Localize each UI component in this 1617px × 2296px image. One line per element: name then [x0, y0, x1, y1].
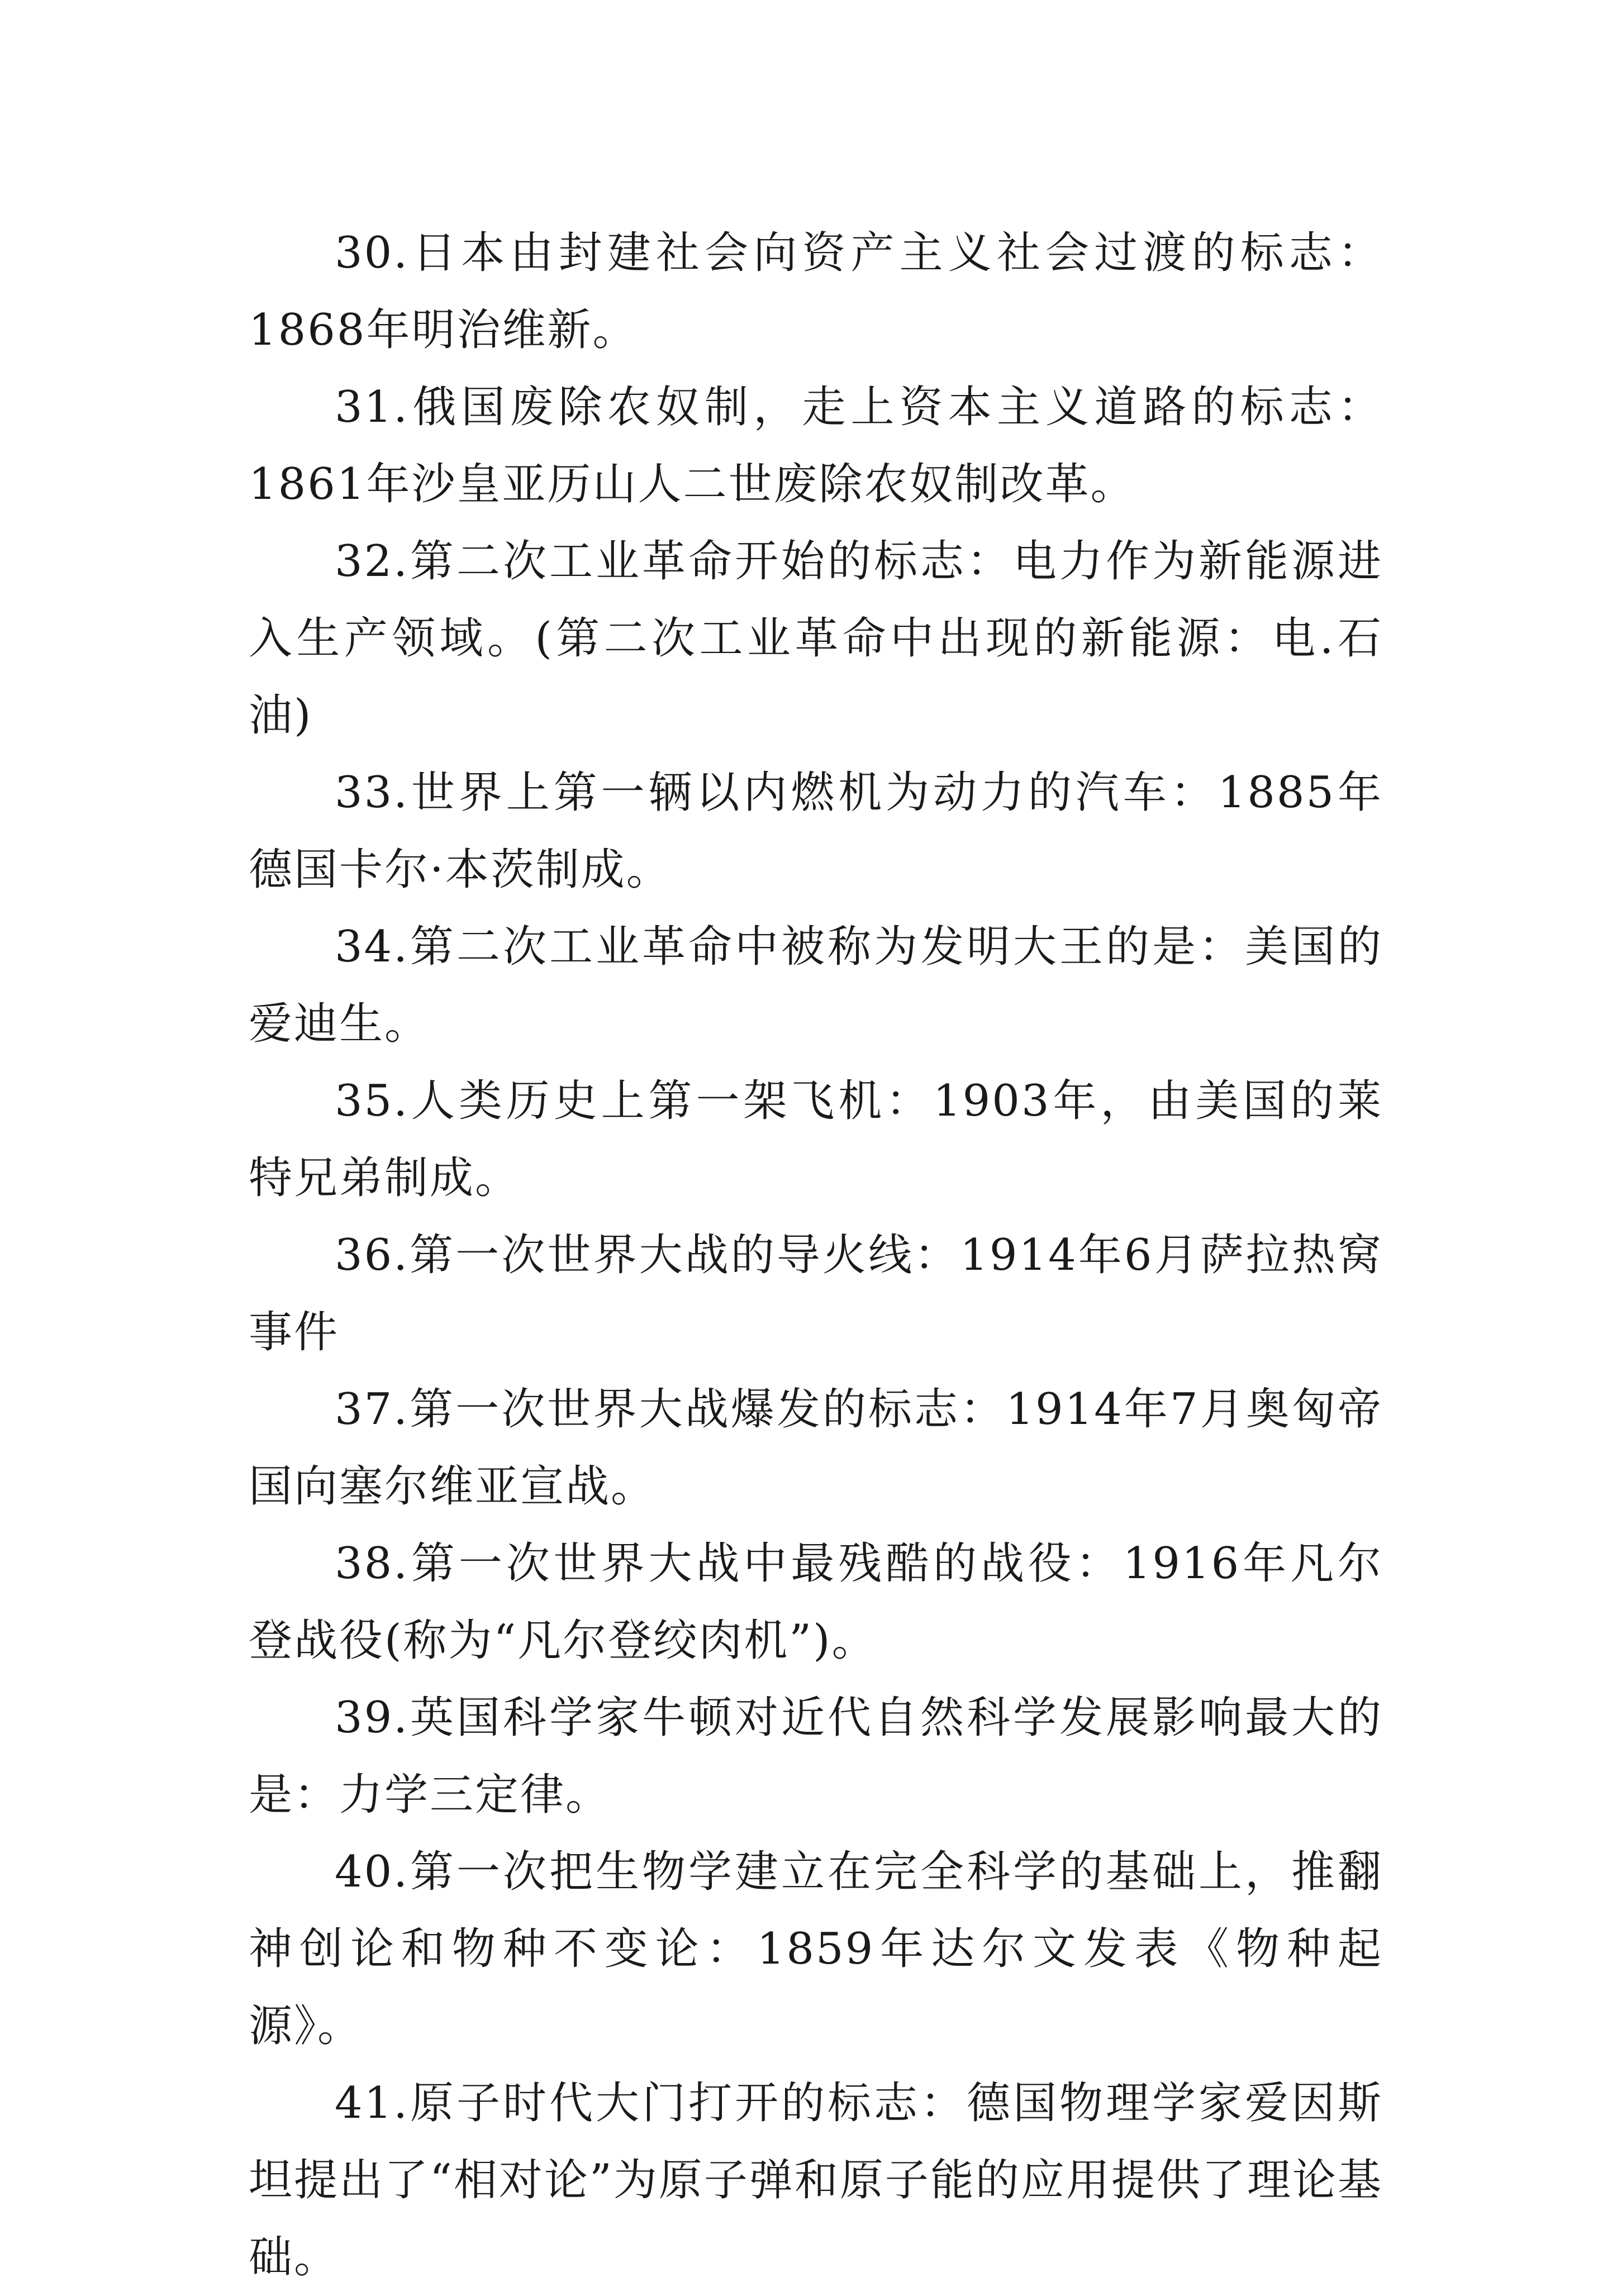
list-item: 36.第一次世界大战的导火线：1914年6月萨拉热窝事件: [249, 1230, 1383, 1357]
list-item: 31.俄国废除农奴制，走上资本主义道路的标志：1861年沙皇亚历山人二世废除农奴制改革。: [249, 382, 1383, 509]
list-item: 38.第一次世界大战中最残酷的战役：1916年凡尔登战役(称为“凡尔登绞肉机”)。: [249, 1538, 1383, 1666]
list-item: 30.日本由封建社会向资产主义社会过渡的标志：1868年明治维新。: [249, 228, 1383, 355]
list-item: 33.世界上第一辆以内燃机为动力的汽车：1885年德国卡尔·本茨制成。: [249, 768, 1383, 895]
list-item: 40.第一次把生物学建立在完全科学的基础上，推翻神创论和物种不变论：1859年达尔文发表《物种起源》。: [249, 1847, 1383, 2051]
list-item: 32.第二次工业革命开始的标志：电力作为新能源进入生产领域。(第二次工业革命中出现的新能源：电.石油): [249, 536, 1383, 741]
list-item: 41.原子时代大门打开的标志：德国物理学家爱因斯坦提出了“相对论”为原子弹和原子能的应用提供了理论基础。: [249, 2078, 1383, 2283]
list-item: 39.英国科学家牛顿对近代自然科学发展影响最大的是：力学三定律。: [249, 1693, 1383, 1820]
document-body: [249, 215, 1383, 2296]
list-item: 34.第二次工业革命中被称为发明大王的是：美国的爱迪生。: [249, 922, 1383, 1049]
list-item: 37.第一次世界大战爆发的标志：1914年7月奥匈帝国向塞尔维亚宣战。: [249, 1384, 1383, 1512]
list-item: 35.人类历史上第一架飞机：1903年，由美国的莱特兄弟制成。: [249, 1076, 1383, 1203]
